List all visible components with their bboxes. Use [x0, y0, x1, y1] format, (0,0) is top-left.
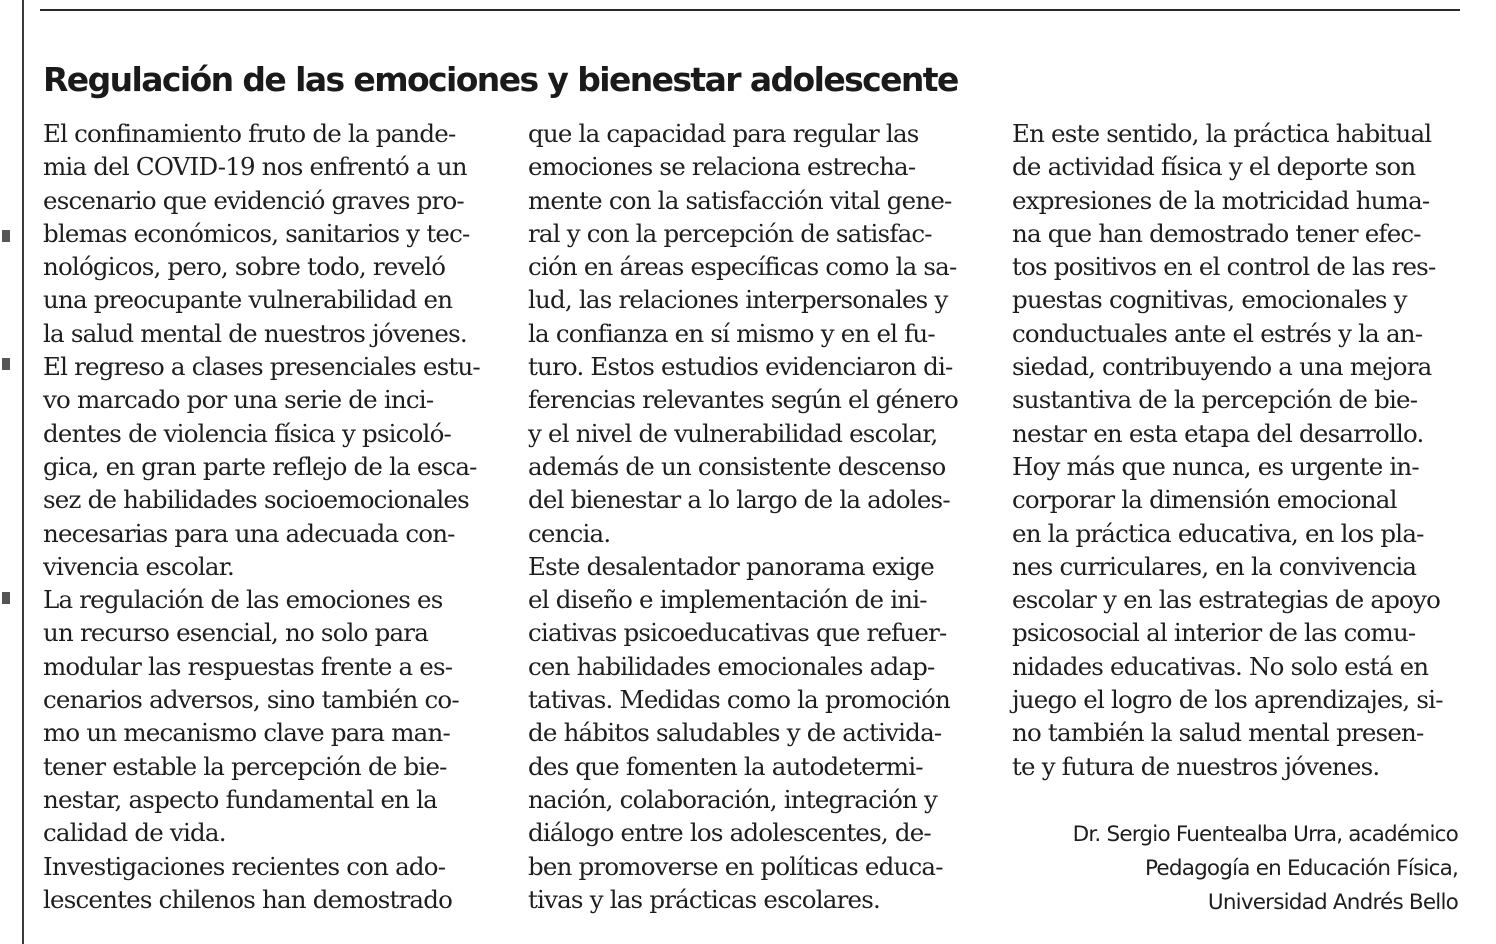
text-line: na que han demostrado tener efec-	[1012, 218, 1421, 248]
text-line: Investigaciones recientes con ado-	[43, 851, 446, 881]
text-line: El regreso a clases presenciales estu-	[43, 352, 480, 382]
text-line: sustantiva de la percepción de bie-	[1012, 385, 1418, 415]
text-line: ral y con la percepción de satisfac-	[528, 218, 932, 248]
margin-mark	[2, 358, 10, 370]
margin-mark	[2, 592, 10, 604]
text-line: cen habilidades emocionales adap-	[528, 651, 935, 681]
text-line: Hoy más que nunca, es urgente in-	[1012, 451, 1419, 481]
text-line: de hábitos saludables y de activida-	[528, 718, 942, 748]
text-line: ferencias relevantes según el género	[528, 385, 958, 415]
text-line: mo un mecanismo clave para man-	[43, 718, 450, 748]
text-line: lud, las relaciones interpersonales y	[528, 285, 948, 315]
text-line: modular las respuestas frente a es-	[43, 651, 453, 681]
text-line: tos positivos en el control de las res-	[1012, 252, 1436, 282]
headline: Regulación de las emociones y bienestar adolescente	[43, 60, 958, 100]
text-line: diálogo entre los adolescentes, de-	[528, 818, 931, 848]
text-line: vo marcado por una serie de inci-	[43, 385, 434, 415]
text-line: el diseño e implementación de ini-	[528, 585, 927, 615]
text-line: lescentes chilenos han demostrado	[43, 884, 453, 914]
text-line: cencia.	[528, 518, 611, 548]
text-line: blemas económicos, sanitarios y tec-	[43, 218, 470, 248]
text-line: dentes de violencia física y psicoló-	[43, 418, 452, 448]
margin-mark	[2, 230, 10, 242]
text-line: de actividad física y el deporte son	[1012, 152, 1416, 182]
text-line: ción en áreas específicas como la sa-	[528, 252, 957, 282]
text-line: además de un consistente descenso	[528, 451, 946, 481]
author-signature	[1073, 818, 1458, 920]
text-line: La regulación de las emociones es	[43, 585, 443, 615]
text-line: nestar, aspecto fundamental en la	[43, 784, 437, 814]
text-line: expresiones de la motricidad huma-	[1012, 185, 1430, 215]
column-1	[43, 117, 495, 916]
text-line: sez de habilidades socioemocionales	[43, 485, 469, 515]
text-line: juego el logro de los aprendizajes, si-	[1012, 685, 1443, 715]
column-3	[1012, 117, 1464, 783]
text-line: mia del COVID-19 nos enfrentó a un	[43, 152, 467, 182]
text-line: turo. Estos estudios evidenciaron di-	[528, 352, 953, 382]
text-line: gica, en gran parte reflejo de la esca-	[43, 451, 477, 481]
text-line: conductuales ante el estrés y la an-	[1012, 318, 1423, 348]
text-line: nidades educativas. No solo está en	[1012, 651, 1429, 681]
signature-line: Dr. Sergio Fuentealba Urra, académico	[1072, 822, 1458, 847]
text-line: emociones se relaciona estrecha-	[528, 152, 916, 182]
text-line: escolar y en las estrategias de apoyo	[1012, 585, 1441, 615]
text-line: Este desalentador panorama exige	[528, 551, 934, 581]
text-line: nestar en esta etapa del desarrollo.	[1012, 418, 1424, 448]
text-line: te y futura de nuestros jóvenes.	[1012, 751, 1380, 781]
text-line: del bienestar a lo largo de la adoles-	[528, 485, 950, 515]
signature-line: Universidad Andrés Bello	[1207, 890, 1458, 915]
text-line: siedad, contribuyendo a una mejora	[1012, 352, 1432, 382]
text-line: no también la salud mental presen-	[1012, 718, 1424, 748]
text-line: en la práctica educativa, en los pla-	[1012, 518, 1424, 548]
text-line: En este sentido, la práctica habitual	[1012, 119, 1432, 148]
text-line: vivencia escolar.	[43, 551, 234, 581]
text-line: tivas y las prácticas escolares.	[528, 884, 880, 914]
text-line: nes curriculares, en la convivencia	[1012, 551, 1417, 581]
text-line: puestas cognitivas, emocionales y	[1012, 285, 1407, 315]
left-column-rule	[22, 0, 24, 944]
text-line: necesarias para una adecuada con-	[43, 518, 455, 548]
text-line: escenario que evidenció graves pro-	[43, 185, 464, 215]
text-line: nológicos, pero, sobre todo, reveló	[43, 252, 446, 282]
text-line: El confinamiento fruto de la pande-	[43, 119, 456, 148]
text-line: ciativas psicoeducativas que refuer-	[528, 618, 947, 648]
text-line: tativas. Medidas como la promoción	[528, 685, 950, 715]
text-line: que la capacidad para regular las	[528, 119, 919, 148]
text-line: corporar la dimensión emocional	[1012, 485, 1397, 515]
text-line: des que fomenten la autodetermi-	[528, 751, 923, 781]
column-2	[528, 117, 976, 916]
text-line: nación, colaboración, integración y	[528, 784, 938, 814]
text-line: la salud mental de nuestros jóvenes.	[43, 318, 467, 348]
text-line: calidad de vida.	[43, 818, 226, 848]
text-line: una preocupante vulnerabilidad en	[43, 285, 453, 315]
text-line: un recurso esencial, no solo para	[43, 618, 429, 648]
text-line: y el nivel de vulnerabilidad escolar,	[528, 418, 938, 448]
top-rule	[40, 9, 1460, 11]
text-line: psicosocial al interior de las comu-	[1012, 618, 1416, 648]
text-line: mente con la satisfacción vital gene-	[528, 185, 952, 215]
text-line: ben promoverse en políticas educa-	[528, 851, 943, 881]
signature-line: Pedagogía en Educación Física,	[1145, 856, 1458, 881]
text-line: tener estable la percepción de bie-	[43, 751, 447, 781]
text-line: la confianza en sí mismo y en el fu-	[528, 318, 935, 348]
text-line: cenarios adversos, sino también co-	[43, 685, 459, 715]
